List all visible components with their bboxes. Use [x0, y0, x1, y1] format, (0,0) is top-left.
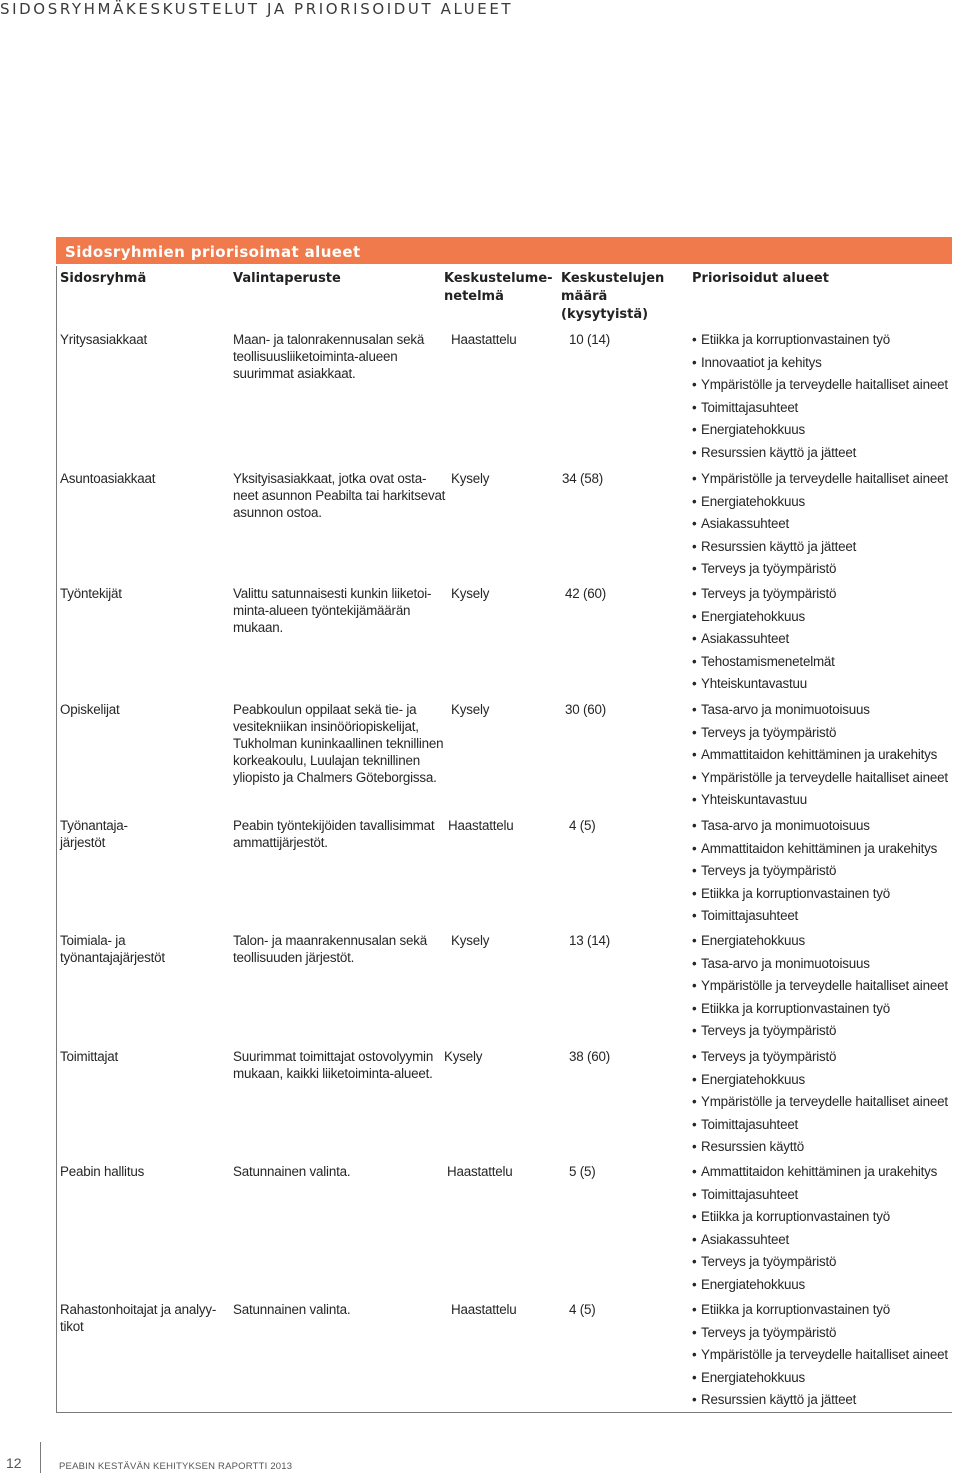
bullet-icon: • [692, 354, 697, 370]
list-item [692, 840, 937, 863]
header-method [444, 270, 553, 306]
bullet-icon: • [692, 676, 697, 691]
header-count-line: (kysytyistä) [561, 307, 649, 322]
bullet-icon: • [692, 1139, 697, 1154]
criteria-cell [233, 817, 434, 851]
group-cell [60, 1048, 118, 1065]
header-method-line: Keskustelume- [444, 271, 553, 286]
method-cell: Kysely [451, 933, 490, 948]
list-item [692, 421, 948, 444]
method-cell: Kysely [444, 1049, 483, 1064]
list-item [692, 1000, 948, 1023]
list-item [692, 977, 948, 1000]
area-label: Ammattitaidon kehittäminen ja urakehitys [701, 747, 938, 762]
list-item [692, 701, 948, 724]
areas-list [692, 932, 948, 1045]
area-label: Innovaatiot ja kehitys [701, 354, 822, 370]
bullet-icon: • [692, 1254, 697, 1269]
bullet-icon: • [692, 1302, 697, 1317]
list-item [692, 538, 948, 561]
group-line: Rahastonhoitajat ja analyy- [60, 1302, 217, 1317]
area-label: Terveys ja työympäristö [701, 1049, 837, 1064]
areas-list [692, 470, 948, 583]
count-cell: 34 (58) [562, 471, 604, 486]
count-cell: 10 (14) [569, 332, 611, 347]
bullet-icon: • [692, 586, 697, 601]
header-count [561, 270, 664, 324]
group-line: Peabin hallitus [60, 1164, 145, 1179]
criteria-line: Tukholman kuninkaallinen teknillinen [233, 736, 444, 751]
bullet-icon: • [692, 818, 697, 833]
list-item [692, 608, 836, 631]
area-label: Etiikka ja korruptionvastainen työ [701, 885, 890, 901]
area-label: Asiakassuhteet [701, 631, 790, 646]
criteria-cell [233, 701, 443, 786]
list-item [692, 1048, 948, 1071]
criteria-line: Suurimmat toimittajat ostovolyymin [233, 1049, 434, 1064]
bullet-icon: • [692, 1392, 697, 1407]
list-item [692, 1391, 948, 1414]
list-item [692, 1138, 948, 1161]
area-label: Asiakassuhteet [701, 1231, 790, 1247]
header-areas: Priorisoidut alueet [692, 271, 829, 286]
list-item [692, 515, 948, 538]
bullet-icon: • [692, 471, 697, 486]
group-line: Työnantaja- [60, 818, 128, 833]
areas-list [692, 1163, 937, 1298]
list-item [692, 1163, 937, 1186]
area-label: Terveys ja työympäristö [701, 561, 837, 576]
list-item [692, 675, 836, 698]
area-label: Toimittajasuhteet [701, 1116, 799, 1132]
bullet-icon: • [692, 493, 697, 509]
method-cell: Haastattelu [451, 332, 517, 347]
criteria-line: suurimmat asiakkaat. [233, 366, 356, 381]
area-label: Resurssien käyttö [701, 1139, 805, 1154]
area-label: Etiikka ja korruptionvastainen työ [701, 1209, 890, 1224]
criteria-cell [233, 470, 445, 521]
criteria-line: vesitekniikan insinööriopiskelijat, [233, 719, 419, 734]
area-label: Ympäristölle ja terveydelle haitalliset aineet [701, 978, 948, 993]
bullet-icon: • [692, 933, 697, 948]
bullet-icon: • [692, 422, 697, 437]
count-cell: 4 (5) [569, 818, 596, 833]
area-label: Energiatehokkuus [701, 422, 805, 437]
area-label: Etiikka ja korruptionvastainen työ [701, 332, 890, 347]
list-item [692, 1346, 948, 1369]
criteria-line: neet asunnon Peabilta tai harkitsevat [233, 488, 446, 503]
area-label: Energiatehokkuus [701, 933, 805, 948]
area-label: Terveys ja työympäristö [701, 586, 837, 601]
bullet-icon: • [692, 399, 697, 415]
bullet-icon: • [692, 702, 697, 717]
bullet-icon: • [692, 747, 697, 762]
criteria-cell [233, 1163, 350, 1180]
bullet-icon: • [692, 1116, 697, 1132]
page-number: 12 [6, 1455, 22, 1471]
list-item [692, 376, 948, 399]
list-item [692, 493, 948, 516]
bullet-icon: • [692, 792, 697, 807]
criteria-line: Satunnainen valinta. [233, 1302, 351, 1317]
group-line: Toimiala- ja [60, 933, 126, 948]
list-item [692, 1071, 948, 1094]
criteria-line: teollisuusliiketoiminta-alueen [233, 349, 398, 364]
area-label: Terveys ja työympäristö [701, 724, 837, 740]
bullet-icon: • [692, 631, 697, 646]
area-label: Ympäristölle ja terveydelle haitalliset aineet [701, 377, 948, 392]
bullet-icon: • [692, 608, 697, 624]
bullet-icon: • [692, 1094, 697, 1109]
list-item [692, 1324, 948, 1347]
area-label: Tasa-arvo ja monimuotoisuus [701, 818, 870, 833]
criteria-cell [233, 1048, 433, 1082]
area-label: Toimittajasuhteet [701, 908, 799, 923]
criteria-line: teollisuuden järjestöt. [233, 950, 355, 965]
criteria-line: Peabkoulun oppilaat sekä tie- ja [233, 702, 417, 717]
criteria-cell [233, 932, 427, 966]
bullet-icon: • [692, 1324, 697, 1340]
area-label: Etiikka ja korruptionvastainen työ [701, 1000, 890, 1016]
bullet-icon: • [692, 978, 697, 993]
list-item [692, 1093, 948, 1116]
bullet-icon: • [692, 377, 697, 392]
list-item [692, 769, 948, 792]
group-cell [60, 701, 120, 718]
group-line: Opiskelijat [60, 702, 120, 717]
criteria-line: asunnon ostoa. [233, 505, 322, 520]
list-item [692, 560, 948, 583]
count-cell: 30 (60) [565, 702, 607, 717]
list-item [692, 354, 948, 377]
bullet-icon: • [692, 1164, 697, 1179]
method-cell: Kysely [451, 471, 490, 486]
bullet-icon: • [692, 724, 697, 740]
list-item [692, 1301, 948, 1324]
group-line: Toimittajat [60, 1049, 119, 1064]
bullet-icon: • [692, 538, 697, 554]
area-label: Resurssien käyttö ja jätteet [701, 1392, 857, 1407]
criteria-line: Yksityisasiakkaat, jotka ovat osta- [233, 471, 427, 486]
criteria-line: Satunnainen valinta. [233, 1164, 351, 1179]
list-item [692, 399, 948, 422]
bullet-icon: • [692, 1231, 697, 1247]
group-line: järjestöt [60, 835, 106, 850]
group-cell [60, 817, 128, 851]
area-label: Tehostamismenetelmät [701, 653, 835, 669]
areas-list [692, 817, 937, 930]
area-label: Ammattitaidon kehittäminen ja urakehitys [701, 840, 938, 856]
criteria-line: korkeakoulu, Luulajan teknillinen [233, 753, 420, 768]
area-label: Ammattitaidon kehittäminen ja urakehitys [701, 1164, 938, 1179]
bullet-icon: • [692, 653, 697, 669]
group-cell [60, 585, 122, 602]
list-item [692, 444, 948, 467]
area-label: Tasa-arvo ja monimuotoisuus [701, 702, 870, 717]
criteria-line: Talon- ja maanrakennusalan sekä [233, 933, 428, 948]
group-line: Asuntoasiakkaat [60, 471, 156, 486]
area-label: Terveys ja työympäristö [701, 1324, 837, 1340]
area-label: Terveys ja työympäristö [701, 1023, 837, 1038]
bullet-icon: • [692, 516, 697, 531]
criteria-cell [233, 1301, 350, 1318]
bullet-icon: • [692, 1023, 697, 1038]
footer-divider [40, 1442, 41, 1473]
area-label: Energiatehokkuus [701, 608, 805, 624]
area-label: Terveys ja työympäristö [701, 863, 837, 878]
area-label: Terveys ja työympäristö [701, 1254, 837, 1269]
criteria-line: ammattijärjestöt. [233, 835, 328, 850]
table-bottom-rule [56, 1412, 952, 1413]
method-cell: Kysely [451, 586, 490, 601]
group-cell [60, 932, 165, 966]
method-cell: Haastattelu [447, 1164, 513, 1179]
count-cell: 4 (5) [569, 1302, 596, 1317]
header-count-line: määrä [561, 289, 608, 304]
criteria-line: Maan- ja talonrakennusalan sekä [233, 332, 425, 347]
header-method-line: netelmä [444, 289, 504, 304]
areas-list [692, 585, 836, 698]
list-item [692, 724, 948, 747]
area-label: Ympäristölle ja terveydelle haitalliset aineet [701, 769, 948, 785]
bullet-icon: • [692, 1186, 697, 1202]
bullet-icon: • [692, 863, 697, 878]
area-label: Yhteiskuntavastuu [701, 676, 808, 691]
list-item [692, 1231, 937, 1254]
bullet-icon: • [692, 1276, 697, 1292]
area-label: Ympäristölle ja terveydelle haitalliset aineet [701, 1347, 948, 1362]
bullet-icon: • [692, 955, 697, 971]
criteria-cell [233, 585, 431, 636]
running-head: SIDOSRYHMÄKESKUSTELUT JA PRIORISOIDUT ALUEET [0, 0, 514, 18]
count-cell: 5 (5) [569, 1164, 596, 1179]
area-label: Energiatehokkuus [701, 1071, 805, 1087]
group-cell [60, 470, 155, 487]
list-item [692, 1253, 937, 1276]
list-item [692, 791, 948, 814]
list-item [692, 1022, 948, 1045]
area-label: Resurssien käyttö ja jätteet [701, 444, 857, 460]
bullet-icon: • [692, 908, 697, 923]
list-item [692, 907, 937, 930]
list-item [692, 630, 836, 653]
bullet-icon: • [692, 332, 697, 347]
method-cell: Haastattelu [451, 1302, 517, 1317]
criteria-line: mukaan. [233, 620, 283, 635]
group-line: Työntekijät [60, 586, 122, 601]
areas-list [692, 331, 948, 466]
group-line: tikot [60, 1319, 84, 1334]
bullet-icon: • [692, 769, 697, 785]
area-label: Asiakassuhteet [701, 516, 790, 531]
count-cell: 42 (60) [565, 586, 607, 601]
bullet-icon: • [692, 840, 697, 856]
bullet-icon: • [692, 885, 697, 901]
areas-list [692, 701, 948, 814]
area-label: Yhteiskuntavastuu [701, 792, 808, 807]
list-item [692, 1369, 948, 1392]
header-count-line: Keskustelujen [561, 271, 665, 286]
criteria-cell [233, 331, 424, 382]
count-cell: 38 (60) [569, 1049, 611, 1064]
group-cell [60, 331, 147, 348]
list-item [692, 955, 948, 978]
area-label: Energiatehokkuus [701, 1276, 805, 1292]
group-cell [60, 1301, 216, 1335]
method-cell: Haastattelu [448, 818, 514, 833]
area-label: Toimittajasuhteet [701, 1186, 799, 1202]
group-line: työnantajajärjestöt [60, 950, 165, 965]
method-cell: Kysely [451, 702, 490, 717]
bullet-icon: • [692, 444, 697, 460]
list-item [692, 932, 948, 955]
area-label: Etiikka ja korruptionvastainen työ [701, 1302, 890, 1317]
list-item [692, 1208, 937, 1231]
area-label: Energiatehokkuus [701, 493, 805, 509]
list-item [692, 470, 948, 493]
criteria-line: Peabin työntekijöiden tavallisimmat [233, 818, 435, 833]
area-label: Resurssien käyttö ja jätteet [701, 538, 857, 554]
bullet-icon: • [692, 1049, 697, 1064]
area-label: Ympäristölle ja terveydelle haitalliset aineet [701, 1094, 948, 1109]
bullet-icon: • [692, 1209, 697, 1224]
list-item [692, 331, 948, 354]
count-cell: 13 (14) [569, 933, 611, 948]
criteria-line: yliopisto ja Chalmers Göteborgissa. [233, 770, 437, 785]
list-item [692, 585, 836, 608]
bullet-icon: • [692, 1369, 697, 1385]
criteria-line: mukaan, kaikki liiketoiminta-alueet. [233, 1066, 433, 1081]
list-item [692, 653, 836, 676]
area-label: Tasa-arvo ja monimuotoisuus [701, 955, 870, 971]
areas-list [692, 1048, 948, 1161]
criteria-line: minta-alueen työntekijämäärän [233, 603, 411, 618]
bullet-icon: • [692, 1000, 697, 1016]
list-item [692, 1116, 948, 1139]
footer-title: PEABIN KESTÄVÄN KEHITYKSEN RAPORTTI 2013 [59, 1461, 293, 1472]
list-item [692, 1276, 937, 1299]
list-item [692, 862, 937, 885]
list-item [692, 885, 937, 908]
list-item [692, 817, 937, 840]
criteria-line: Valittu satunnaisesti kunkin liiketoi- [233, 586, 432, 601]
bullet-icon: • [692, 561, 697, 576]
bullet-icon: • [692, 1071, 697, 1087]
area-label: Energiatehokkuus [701, 1369, 805, 1385]
table-left-rule [56, 266, 57, 1413]
header-group: Sidosryhmä [60, 271, 147, 286]
group-line: Yritysasiakkaat [60, 332, 148, 347]
area-label: Ympäristölle ja terveydelle haitalliset aineet [701, 471, 948, 486]
header-criteria: Valintaperuste [233, 271, 341, 286]
list-item [692, 1186, 937, 1209]
area-label: Toimittajasuhteet [701, 399, 799, 415]
list-item [692, 746, 948, 769]
table-title: Sidosryhmien priorisoimat alueet [56, 237, 952, 264]
group-cell [60, 1163, 144, 1180]
bullet-icon: • [692, 1347, 697, 1362]
areas-list [692, 1301, 948, 1414]
